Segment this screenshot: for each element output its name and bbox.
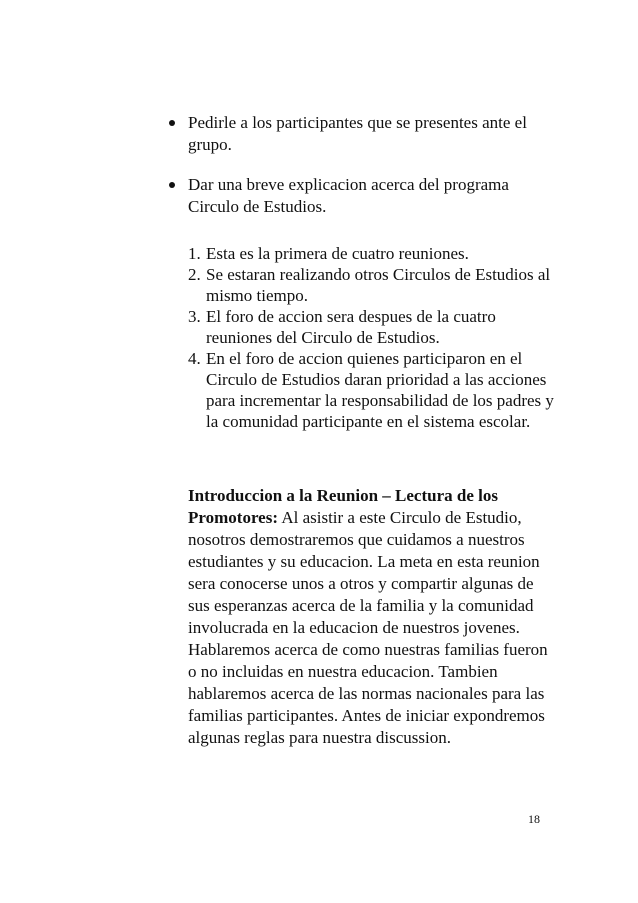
item-number: 2. — [188, 265, 201, 284]
intro-heading: Introduccion a la Reunion – Lectura de los Promotores: — [188, 486, 498, 527]
item-text: Esta es la primera de cuatro reuniones. — [206, 244, 469, 263]
item-number: 4. — [188, 349, 201, 368]
bullet-icon — [169, 182, 175, 188]
numbered-item — [188, 243, 558, 264]
numbered-item — [188, 306, 558, 348]
bullet-item — [168, 112, 558, 156]
item-number: 3. — [188, 307, 201, 326]
item-text: En el foro de accion quienes participaron en el Circulo de Estudios daran prioridad a las acciones para incrementar la responsabilidad de los padres y la comunidad participante en el sistema escolar. — [206, 349, 554, 431]
bullet-icon — [169, 120, 175, 126]
bullet-list — [168, 112, 558, 236]
bullet-text: Pedirle a los participantes que se presentes ante el grupo. — [188, 113, 527, 154]
numbered-list — [188, 243, 558, 432]
item-number: 1. — [188, 244, 201, 263]
item-text: El foro de accion sera despues de la cuatro reuniones del Circulo de Estudios. — [206, 307, 496, 347]
bullet-item — [168, 174, 558, 218]
item-text: Se estaran realizando otros Circulos de Estudios al mismo tiempo. — [206, 265, 551, 305]
numbered-item — [188, 348, 558, 432]
numbered-item — [188, 264, 558, 306]
intro-paragraph — [188, 485, 553, 749]
page-number: 18 — [528, 812, 540, 826]
intro-body: Al asistir a este Circulo de Estudio, nosotros demostraremos que cuidamos a nuestros estudiantes y su educacion. La meta en esta reunion sera conocerse unos a otros y compartir algunas de sus esperanzas acerca de la familia y la comunidad involucrada en la educacion de nuestros jovenes. Hablaremos acerca de como nuestras familias fueron o no incluidas en nuestra educacion. Tambien hablaremos acerca de las normas nacionales para las familias participantes. Antes de iniciar expondremos algunas reglas para nuestra discussion. — [188, 508, 548, 747]
bullet-text: Dar una breve explicacion acerca del programa Circulo de Estudios. — [188, 175, 509, 216]
